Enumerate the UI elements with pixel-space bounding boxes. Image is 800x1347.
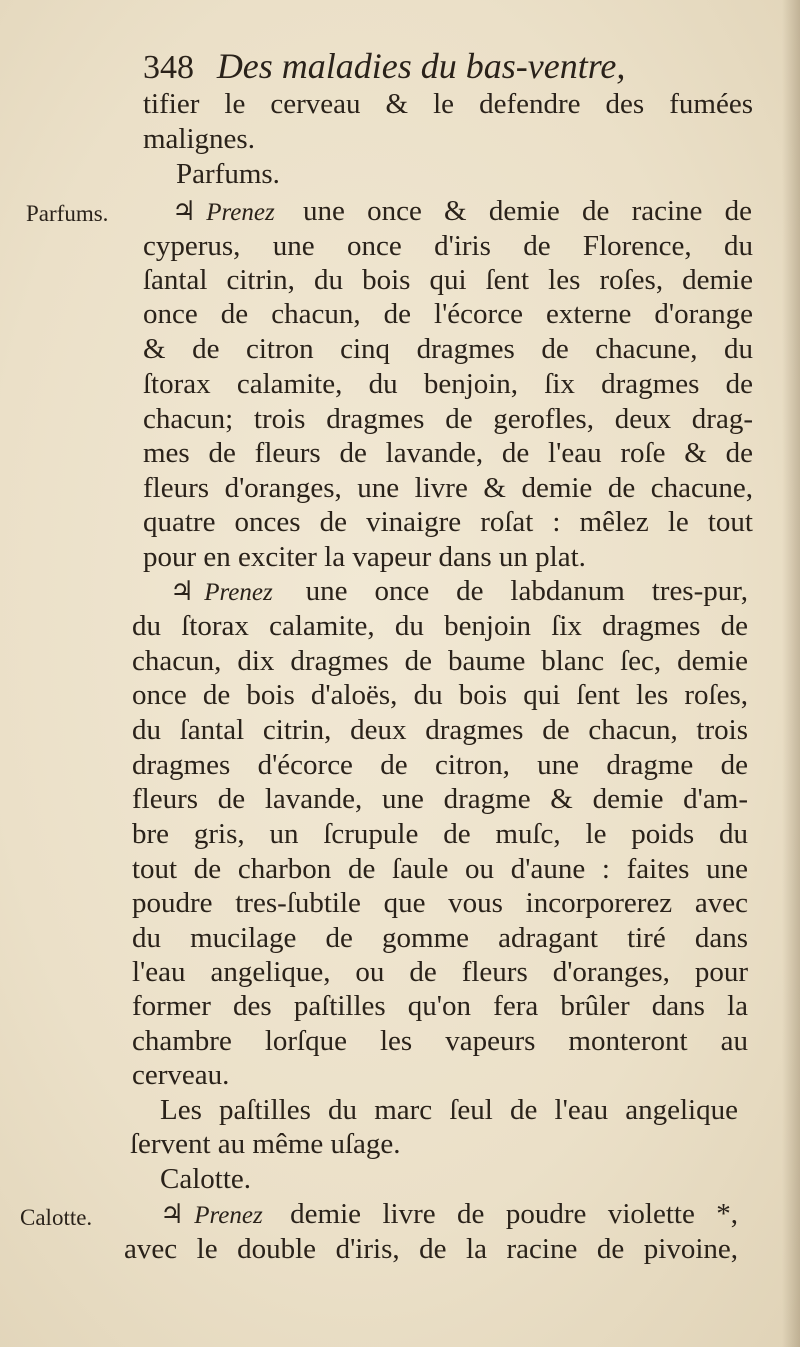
- text-line: poudre tres-ſubtile que vous incorporerez avec: [132, 887, 748, 919]
- text-line: tout de charbon de ſaule ou d'aune : faites une: [132, 853, 748, 885]
- text-line: bre gris, un ſcrupule de muſc, le poids du: [132, 818, 748, 850]
- recipe-line: [170, 575, 748, 608]
- text-line: pour en exciter la vapeur dans un plat.: [143, 541, 586, 573]
- text-line: chacun; trois dragmes de gerofles, deux drag-: [143, 403, 753, 435]
- margin-note-parfums: Parfums.: [26, 201, 109, 226]
- prenez-label: Prenez: [204, 579, 273, 606]
- text-line: chambre lorſque les vapeurs monteront au: [132, 1025, 748, 1057]
- text-span: une once de labdanum tres-pur,: [305, 575, 748, 607]
- text-line: chacun, dix dragmes de baume blanc ſec, demie: [132, 645, 748, 677]
- text-line: cerveau.: [132, 1059, 230, 1091]
- recipe-line: [160, 1198, 738, 1231]
- text-line: ſantal citrin, du bois qui ſent les roſes, demie: [143, 264, 753, 296]
- text-line: du ſtorax calamite, du benjoin ſix dragmes de: [132, 610, 748, 642]
- text-line: l'eau angelique, ou de fleurs d'oranges, pour: [132, 956, 748, 988]
- section-heading-parfums: Parfums.: [176, 158, 280, 190]
- section-heading-calotte: Calotte.: [160, 1163, 252, 1195]
- recipe-symbol-icon: ♃: [160, 1199, 185, 1230]
- text-line: malignes.: [143, 123, 255, 155]
- prenez-label: Prenez: [206, 199, 275, 226]
- text-line: Les paſtilles du marc ſeul de l'eau angelique: [160, 1094, 738, 1126]
- prenez-label: Prenez: [194, 1202, 263, 1229]
- page-number: 348: [143, 49, 194, 86]
- text-line: avec le double d'iris, de la racine de pivoine,: [124, 1233, 738, 1265]
- text-line: former des paſtilles qu'on fera brûler dans la: [132, 990, 748, 1022]
- text-line: du mucilage de gomme adragant tiré dans: [132, 922, 748, 954]
- text-span: demie livre de poudre violette *,: [290, 1198, 738, 1230]
- margin-note-calotte: Calotte.: [20, 1205, 93, 1230]
- text-line: fleurs de lavande, une dragme & demie d'am-: [132, 783, 748, 815]
- text-line: fleurs d'oranges, une livre & demie de chacune,: [143, 472, 753, 504]
- text-line: ſtorax calamite, du benjoin, ſix dragmes de: [143, 368, 753, 400]
- text-line: once de bois d'aloës, du bois qui ſent les roſes,: [132, 679, 748, 711]
- text-line: mes de fleurs de lavande, de l'eau roſe & de: [143, 437, 753, 469]
- text-line: cyperus, une once d'iris de Florence, du: [143, 230, 753, 262]
- running-title: Des maladies du bas-ventre,: [216, 46, 626, 86]
- running-header: [143, 44, 703, 88]
- recipe-symbol-icon: ♃: [172, 196, 197, 227]
- recipe-symbol-icon: ♃: [170, 576, 195, 607]
- text-span: une once & demie de racine de: [302, 195, 752, 227]
- text-line: du ſantal citrin, deux dragmes de chacun, trois: [132, 714, 748, 746]
- text-line: once de chacun, de l'écorce externe d'orange: [143, 298, 753, 330]
- text-line: tifier le cerveau & le defendre des fumées: [143, 88, 753, 120]
- page-edge-shadow: [782, 0, 800, 1347]
- text-line: quatre onces de vinaigre roſat : mêlez le tout: [143, 506, 753, 538]
- recipe-line: [172, 195, 752, 228]
- text-line: & de citron cinq dragmes de chacune, du: [143, 333, 753, 365]
- text-line: ſervent au même uſage.: [130, 1128, 401, 1160]
- text-line: dragmes d'écorce de citron, une dragme de: [132, 749, 748, 781]
